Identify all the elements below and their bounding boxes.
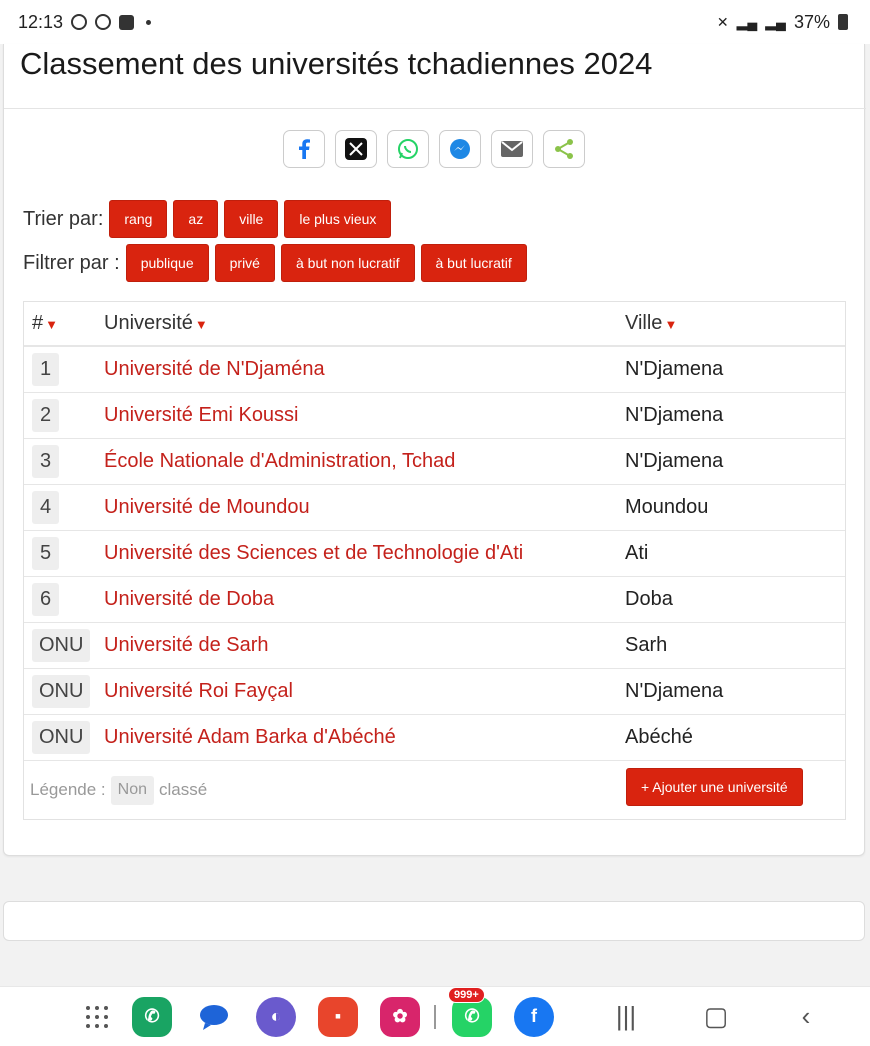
app-drawer-icon[interactable] (84, 1004, 110, 1030)
table-row (24, 669, 845, 715)
rank-badge: 3 (32, 445, 59, 478)
name-cell (104, 358, 625, 381)
rank-badge: 1 (32, 353, 59, 386)
rank-cell (24, 583, 104, 616)
rank-cell (24, 445, 104, 478)
x-icon (345, 138, 367, 160)
recents-button[interactable]: ||| (615, 1001, 637, 1031)
share-button[interactable] (543, 130, 585, 168)
rank-badge: ONU (32, 675, 90, 708)
table-row (24, 715, 845, 761)
university-link[interactable]: Université de Doba (104, 588, 275, 610)
facebook-share-button[interactable] (283, 130, 325, 168)
rank-cell (24, 629, 104, 662)
whatsapp-status-icon (71, 14, 87, 30)
filter-private-button[interactable]: privé (215, 244, 275, 282)
rank-cell (24, 491, 104, 524)
table-header (24, 302, 845, 347)
chrome-status-icon (95, 14, 111, 30)
filter-label: Filtrer par : (23, 251, 120, 274)
status-time: 12:13 (18, 11, 64, 32)
add-university-button[interactable]: + Ajouter une université (626, 768, 803, 806)
messages-app-icon[interactable] (194, 997, 234, 1037)
city-text: N'Djamena (625, 680, 724, 702)
share-icon (553, 138, 575, 160)
table-row (24, 347, 845, 393)
title-divider (4, 108, 866, 109)
facebook-app-icon[interactable]: f (514, 997, 554, 1037)
filter-controls (23, 244, 527, 282)
name-cell (104, 496, 625, 519)
sort-caret-icon: ▼ (194, 317, 208, 332)
university-link[interactable]: Université de Sarh (104, 634, 269, 656)
sort-oldest-button[interactable]: le plus vieux (284, 200, 391, 238)
filter-public-button[interactable]: publique (126, 244, 209, 282)
city-cell (625, 358, 845, 381)
rank-cell (24, 537, 104, 570)
city-text: N'Djamena (625, 450, 724, 472)
facebook-icon (298, 139, 310, 159)
city-cell (625, 542, 845, 565)
city-cell (625, 680, 845, 703)
status-bar (0, 0, 870, 44)
home-button[interactable]: ▢ (703, 1001, 729, 1031)
internet-app-icon[interactable]: ◐ (256, 997, 296, 1037)
city-text: N'Djamena (625, 404, 724, 426)
gallery-app-icon[interactable]: ✿ (380, 997, 420, 1037)
university-link[interactable]: Université de N'Djaména (104, 358, 325, 380)
university-link[interactable]: Université Roi Fayçal (104, 680, 293, 702)
taskbar-divider (434, 1005, 436, 1029)
ranking-card (3, 44, 865, 856)
university-link[interactable]: Université des Sciences et de Technologie d'Ati (104, 542, 524, 564)
header-rank[interactable] (24, 312, 104, 335)
university-link[interactable]: Université Emi Koussi (104, 404, 299, 426)
sort-controls (23, 200, 391, 238)
city-text: Moundou (625, 496, 709, 518)
rank-cell (24, 721, 104, 754)
table-row (24, 439, 845, 485)
city-cell (625, 450, 845, 473)
mute-icon: ✕ (716, 13, 729, 30)
city-text: Sarh (625, 634, 668, 656)
back-button[interactable]: ‹ (801, 1001, 811, 1031)
name-cell (104, 726, 625, 749)
city-text: N'Djamena (625, 358, 724, 380)
x-share-button[interactable] (335, 130, 377, 168)
signal-icon: ▂▄ (736, 13, 758, 30)
legend (24, 776, 207, 805)
university-link[interactable]: Université de Moundou (104, 496, 310, 518)
table-row (24, 623, 845, 669)
sort-rank-button[interactable]: rang (109, 200, 167, 238)
table-row (24, 577, 845, 623)
sort-label: Trier par: (23, 207, 104, 230)
table-row (24, 485, 845, 531)
name-cell (104, 450, 625, 473)
filter-nonprofit-button[interactable]: à but non lucratif (281, 244, 415, 282)
android-taskbar (0, 986, 870, 1046)
header-city-label: Ville (625, 312, 663, 334)
messenger-icon (449, 138, 471, 160)
email-share-button[interactable] (491, 130, 533, 168)
rank-cell (24, 399, 104, 432)
rank-cell (24, 675, 104, 708)
legend-badge: Non (111, 776, 154, 805)
name-cell (104, 634, 625, 657)
rank-badge: 2 (32, 399, 59, 432)
university-link[interactable]: Université Adam Barka d'Abéché (104, 726, 396, 748)
whatsapp-share-button[interactable] (387, 130, 429, 168)
sort-caret-icon: ▼ (664, 317, 678, 332)
city-cell (625, 496, 845, 519)
name-cell (104, 680, 625, 703)
phone-app-icon[interactable]: ✆ (132, 997, 172, 1037)
notes-app-icon[interactable]: ▪ (318, 997, 358, 1037)
notification-badge: 999+ (448, 987, 485, 1003)
battery-level: 37% (793, 11, 830, 32)
whatsapp-app-icon[interactable]: ✆ 999+ (452, 997, 492, 1037)
rank-badge: ONU (32, 721, 90, 754)
name-cell (104, 542, 625, 565)
rank-badge: 5 (32, 537, 59, 570)
messenger-share-button[interactable] (439, 130, 481, 168)
table-footer (24, 761, 845, 819)
sort-city-button[interactable]: ville (224, 200, 278, 238)
header-rank-label: # (32, 312, 44, 334)
city-cell (625, 588, 845, 611)
rank-badge: 6 (32, 583, 59, 616)
legend-label: Légende : (30, 780, 106, 799)
battery-icon (838, 14, 848, 30)
page-title: Classement des universités tchadiennes 2024 (20, 46, 653, 81)
table-row (24, 393, 845, 439)
filter-forprofit-button[interactable]: à but lucratif (421, 244, 527, 282)
rank-badge: 4 (32, 491, 59, 524)
city-cell (625, 404, 845, 427)
city-text: Abéché (625, 726, 693, 748)
sort-caret-icon: ▼ (45, 317, 58, 332)
header-university[interactable] (104, 312, 625, 335)
name-cell (104, 588, 625, 611)
name-cell (104, 404, 625, 427)
sort-az-button[interactable]: az (173, 200, 218, 238)
secondary-card (3, 901, 865, 941)
checkbox-status-icon (119, 15, 134, 30)
rank-cell (24, 353, 104, 386)
city-text: Ati (625, 542, 649, 564)
ranking-table (23, 301, 846, 820)
signal-icon-2: ▂▄ (765, 13, 786, 30)
city-cell (625, 634, 845, 657)
table-row (24, 531, 845, 577)
university-link[interactable]: École Nationale d'Administration, Tchad (104, 450, 456, 472)
city-text: Doba (625, 588, 673, 610)
whatsapp-icon (397, 138, 419, 160)
header-university-label: Université (104, 312, 193, 334)
city-cell (625, 726, 845, 749)
header-city[interactable] (625, 312, 845, 335)
share-bar (283, 130, 585, 168)
legend-text: classé (159, 780, 208, 799)
dot-status-icon (146, 20, 151, 25)
rank-badge: ONU (32, 629, 90, 662)
email-icon (501, 141, 523, 157)
